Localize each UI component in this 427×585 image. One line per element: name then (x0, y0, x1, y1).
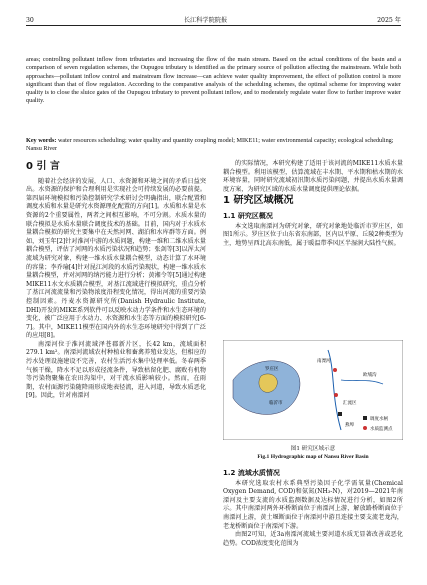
figure-caption-cn: 图1 研究区域示意 (290, 446, 336, 452)
label-yanbu: 燕埠 (345, 423, 354, 428)
journal-year: 2025 年 (377, 17, 401, 24)
intro-paragraph-2: 南溧河位于淮河流域泽苍郡新片区，长42 km，流域面积279.1 km²。南溧河流域农村种植业和畜禽养殖业发达，但相应的污水处理设施建设不完善，农村生活污水集中处理率低。冬春两季气候干燥，降水不足以形成径流条件，导致枯留化肥、腐败有机物等污染物聚集在农田沟渠中，对干流水质影响较小。然而，在雨期，农村面源污染随降雨形成地表径流，进入河道，导致水质恶化[9]。因此，针对南溧河 (26, 340, 206, 400)
monitor-point-2 (334, 393, 338, 397)
keywords-text: water resources scheduling; water quality and quantity coupling model; MIKE11; water environmental capacity; ecological scheduling; Nansu River (26, 137, 394, 153)
section-1-2-paragraph-1: 本研究选取农村水系典型污染因子化学需氧量(Chemical Oxygen Demand, COD)和氨氮(NH₃-N)，对2019—2021年南溧河及主要支流的水质监测数据及达标情况进行分析，如图2所示。其中南溧河两外环桥断面位于南溧河上游，解放路桥断面位于南溧河上游，黄土堰断面位于南溧河中游且连接主要支流老龙沟，老龙桥断面位于南溧河下游。 (223, 479, 403, 530)
figure-caption (223, 446, 403, 461)
section-1-title: 1 研究区域概况 (223, 195, 294, 207)
legend-monitor-label: 水质监测点 (370, 427, 393, 432)
header-rule (26, 25, 401, 26)
legend-gate-label: 调度水闸 (370, 417, 388, 422)
left-column (26, 160, 206, 401)
legend-gate-symbol (363, 416, 367, 420)
study-area-map (223, 340, 403, 440)
sluice-gate-1 (338, 412, 342, 416)
journal-name: 长江科学院院报 (183, 17, 228, 24)
label-nansu: 南溧河 (317, 359, 331, 364)
right-column-lower (223, 466, 403, 548)
label-oupugou: 欧埔沟 (363, 373, 377, 378)
running-header (26, 12, 401, 24)
label-confluence: 汇流区 (343, 401, 357, 406)
intro-continued: 的实际情况，本研究构建了适用于该河流的MIKE11水质水量耦合模型。利用该模型，估算流域在丰水期、平水期和枯水期的水环境容量，同时研究流域初汛期水质污染问题，并提出水质水量调度方案，为研究区域的水质水量调度提供理论依据。 (223, 160, 403, 193)
keywords-label: Key words: (26, 137, 57, 144)
label-linyi: 临沂市 (269, 401, 283, 406)
section-1-2-paragraph-2: 由图2可知，近3a南溧河流域主要河道水质无显著改善或恶化趋势。COD浓度变化范围为 (223, 531, 403, 547)
legend-monitor-symbol (363, 426, 367, 430)
monitor-point-1 (333, 368, 337, 372)
section-1-2-title: 1.2 流域水质情况 (223, 469, 280, 477)
abstract-en: areas; controlling pollutant inflow from tributaries and increasing the flow of the main stream. Based on the actual conditions of the basin and a comparison of seven regulation schemes, the Oupugou tributary is identified as the primary source of pollution affecting the mainstream. While both approaches—pollutant inflow control and mainstream flow increase—can achieve water quality improvement, the effect of pollution control is more significant than that of flow regulation. According to the comparative analysis of the scheduling schemes, the optimal scheme for improving water quality is to close the sluice gates of the Oupugou tributary to prevent pollutant inflow, and to moderately regulate water flow to further improve water quality. (26, 56, 401, 105)
section-1-1-text: 本文选取南溧河为研究对象，研究对象地处临沂市罗庄区，如图1所示。罗庄区位于山东省东南部，区内以平原、丘陵2种类型为主，地势呈西北高东南低，属于暖温带季风区半湿润大陆性气候。 (223, 222, 403, 247)
keywords-en (26, 137, 401, 154)
intro-paragraph-1: 随着社会经济的发展，人口、水资源和环境之间的矛盾日益突出。水资源的保护和合理利用是实现社会可持续发展的必要前提。第四届环境模拟和污染控制研究学术研讨会明确指出，联合配置和调度水质和水量是研究水资源理化配置的方向[1]。水质和水量是水资源的2个重要属性，两者之间相互影响，不可分割。水质水量的联合模拟是水质水量联合调度技术的基础。目前，国内对于水质水量耦合模拟的研究主要集中在天然河网、湖泊和水库群等方面。例如，刘玉年[2]针对淮河中游的水质问题，构建一维和二维水质水量耦合模型，评估了河网的水质污染状况和趋势；张剑等[3]以浑太河流域为研究对象，构建一维水质水量耦合模型，动态计算了水环境的容量；李乔瑜[4]针对昆江河段的水质污染现状，构建一维水质水量耦合模型，并对河网的纳污能力进行分析；黄湘令等[5]通过构建MIKE11水文水质耦合模型，对基江流域进行模拟研究，重点分析了基江河流流量和污染物浓度沿程变化情况，得出河流的重要污染控制因素。丹麦水资源研究所(Danish Hydraulic Institute, DHI)开发的MIKE系列软件可以反映水动力学条件和水生态环境的变化，被广泛应用于水动力、水资源和水生态等方面的模拟研究[6-7]。其中，MIKE11模型在国内外的水生态环境研究中得到了广泛的应用[8]。 (26, 177, 206, 340)
figure-caption-en: Fig.1 Hydrographic map of Nansu River Basin (257, 453, 369, 460)
section-1-1-title: 1.1 研究区概况 (223, 211, 273, 220)
label-luozhuang: 罗庄区 (265, 367, 279, 372)
page-number: 30 (26, 17, 34, 24)
right-column (223, 160, 403, 248)
section-0-title: 0 引 言 (26, 161, 60, 172)
